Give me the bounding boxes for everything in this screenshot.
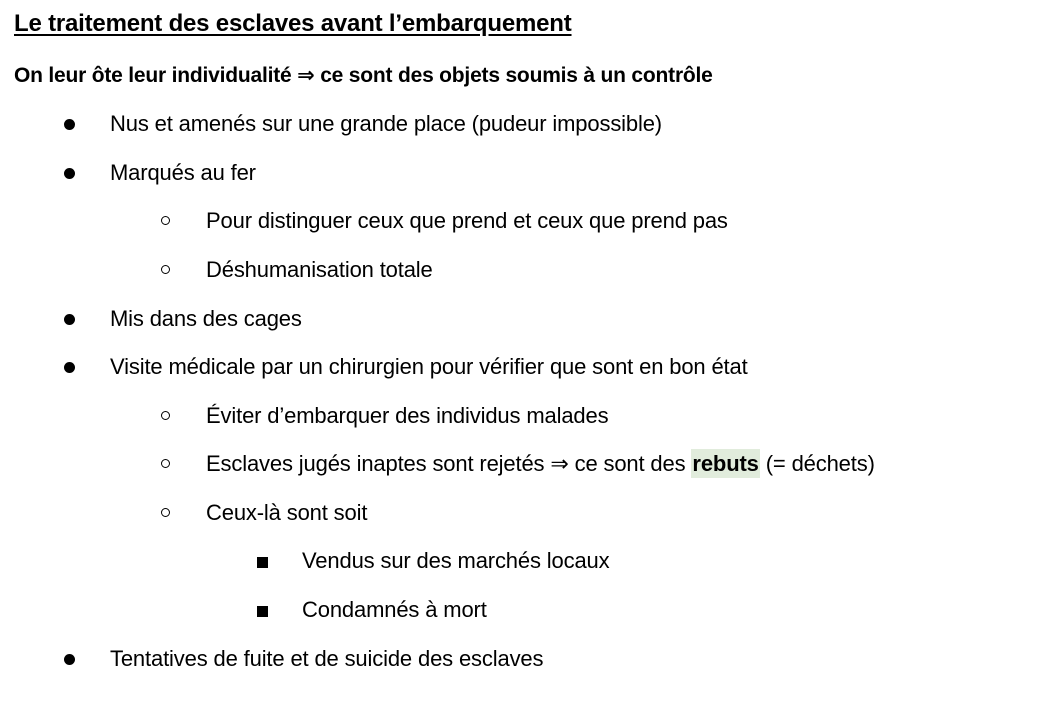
bullet-square-icon: [257, 557, 268, 568]
document-title: Le traitement des esclaves avant l’embarquement: [14, 10, 572, 37]
list-item-text: Éviter d’embarquer des individus malades: [206, 403, 609, 428]
list-item-text: Mis dans des cages: [110, 306, 302, 331]
bullet-circle-icon: [161, 216, 170, 225]
bullet-circle-icon: [161, 265, 170, 274]
bullet-disc-icon: [64, 168, 75, 179]
document-subtitle: On leur ôte leur individualité ⇒ ce sont des objets soumis à un contrôle: [14, 64, 713, 87]
list-item-text: Tentatives de fuite et de suicide des esclaves: [110, 646, 544, 671]
bullet-circle-icon: [161, 459, 170, 468]
list-item-text: Vendus sur des marchés locaux: [302, 548, 610, 573]
bullet-disc-icon: [64, 314, 75, 325]
list-item-text-before: Esclaves jugés inaptes sont rejetés ⇒ ce sont des: [206, 451, 692, 476]
list-item-text: Condamnés à mort: [302, 597, 487, 622]
bullet-square-icon: [257, 606, 268, 617]
list-item-text: Marqués au fer: [110, 160, 256, 185]
list-item-text: Visite médicale par un chirurgien pour vérifier que sont en bon état: [110, 354, 748, 379]
bullet-disc-icon: [64, 119, 75, 130]
list-item-text: Pour distinguer ceux que prend et ceux que prend pas: [206, 208, 728, 233]
bullet-disc-icon: [64, 362, 75, 373]
list-item-text: Ceux-là sont soit: [206, 500, 368, 525]
list-item-text-after: (= déchets): [759, 451, 875, 476]
bullet-circle-icon: [161, 411, 170, 420]
list-item-text: Déshumanisation totale: [206, 257, 433, 282]
highlighted-term: rebuts: [692, 451, 759, 476]
list-item-text: [206, 451, 875, 477]
list-item-text: Nus et amenés sur une grande place (pudeur impossible): [110, 111, 662, 136]
bullet-disc-icon: [64, 654, 75, 665]
bullet-circle-icon: [161, 508, 170, 517]
